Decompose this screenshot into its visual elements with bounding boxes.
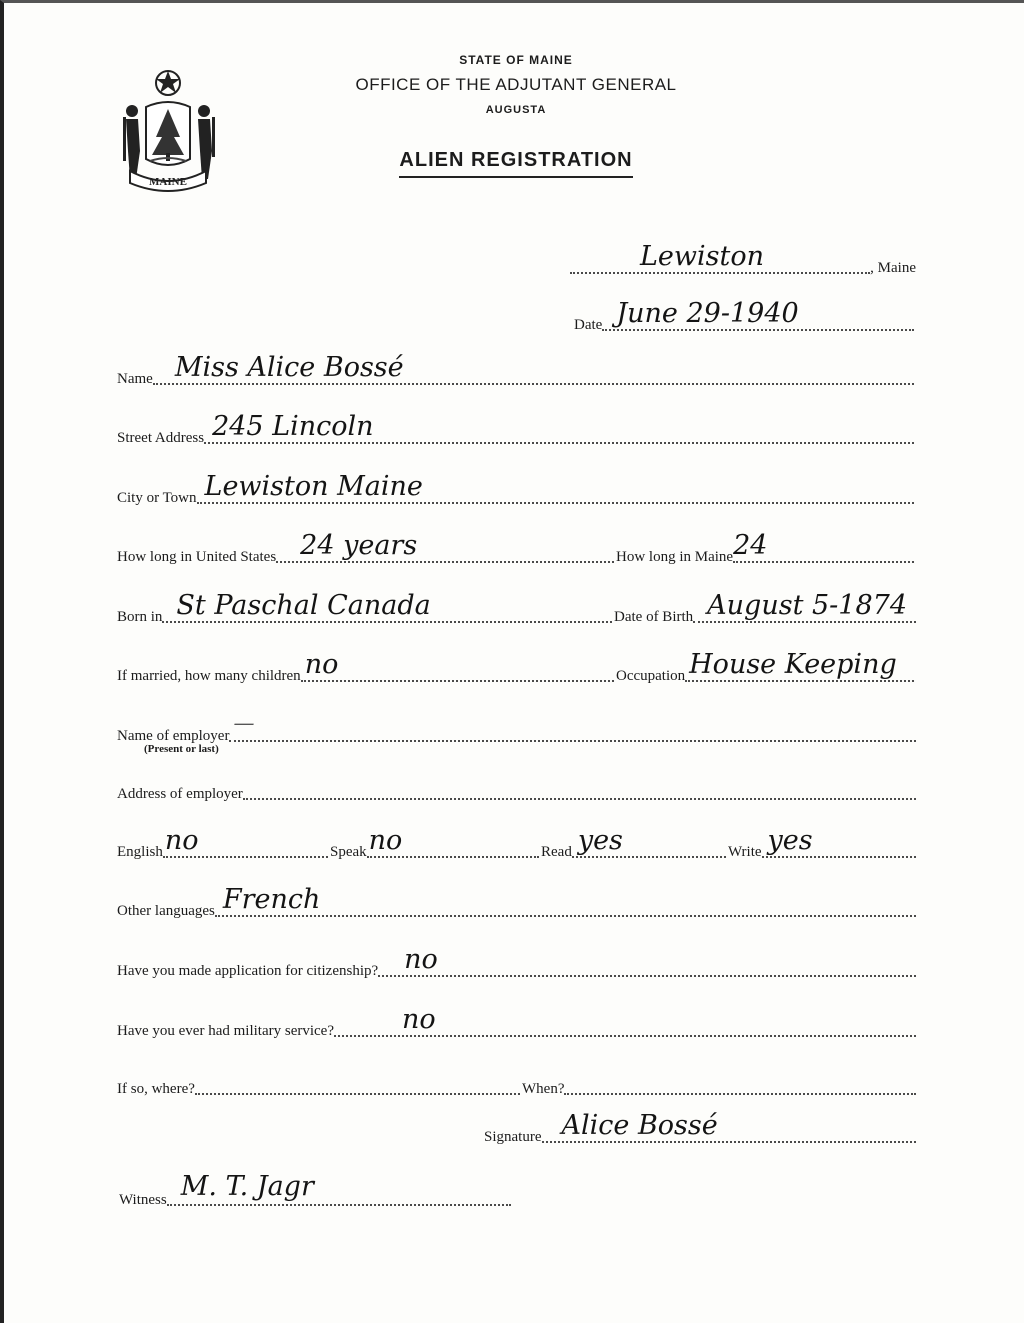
children-field[interactable]	[301, 649, 614, 682]
name-field[interactable]	[153, 352, 914, 385]
when-row	[522, 1068, 916, 1098]
citizenship-value: no	[404, 944, 438, 975]
dob-field[interactable]	[693, 590, 916, 623]
occupation-field[interactable]	[685, 649, 914, 682]
write-row	[728, 825, 916, 861]
dob-row	[614, 590, 916, 626]
city-value: Lewiston Maine	[204, 471, 423, 502]
born-value: St Paschal Canada	[176, 590, 431, 621]
street-label: Street Address	[117, 430, 205, 446]
read-value: yes	[577, 825, 623, 856]
citizenship-label: Have you made application for citizenship?	[117, 963, 379, 979]
employer-row	[117, 711, 916, 745]
date-label: Date	[574, 317, 603, 333]
date-row	[574, 298, 914, 334]
born-field[interactable]	[162, 590, 612, 623]
citizenship-field[interactable]	[378, 944, 916, 977]
write-field[interactable]	[762, 825, 916, 858]
read-label: Read	[541, 844, 572, 860]
witness-label: Witness	[119, 1192, 167, 1208]
write-label: Write	[728, 844, 762, 860]
city-field[interactable]	[197, 471, 914, 504]
children-label: If married, how many children	[117, 668, 301, 684]
dob-label: Date of Birth	[614, 609, 694, 625]
dob-value: August 5-1874	[707, 590, 908, 621]
english-value: no	[164, 825, 199, 856]
maine-label: How long in Maine	[616, 549, 734, 565]
employer-field[interactable]	[229, 711, 916, 742]
us-field[interactable]	[276, 530, 614, 563]
english-label: English	[117, 844, 163, 860]
signature-value: Alice Bossé	[561, 1110, 718, 1141]
military-row	[117, 1004, 916, 1040]
us-row	[117, 530, 614, 566]
speak-value: no	[368, 825, 403, 856]
employer-address-row	[117, 773, 916, 803]
where-row	[117, 1068, 520, 1098]
location-row: Lewiston , Maine	[570, 247, 916, 277]
date-field[interactable]	[602, 298, 914, 331]
employer-value: —	[233, 711, 255, 735]
speak-field[interactable]	[367, 825, 539, 858]
city-row	[117, 471, 914, 507]
location-value: Lewiston	[640, 241, 765, 272]
other-languages-row	[117, 884, 916, 920]
where-label: If so, where?	[117, 1081, 195, 1097]
name-label: Name	[117, 371, 153, 387]
english-field[interactable]	[163, 825, 328, 858]
english-row	[117, 825, 328, 861]
witness-field[interactable]	[167, 1171, 511, 1206]
us-value: 24 years	[300, 530, 418, 561]
employer-address-label: Address of employer	[117, 786, 243, 802]
city-label: City or Town	[117, 490, 197, 506]
military-value: no	[402, 1004, 436, 1035]
date-value: June 29-1940	[616, 298, 799, 329]
occupation-row	[616, 649, 914, 685]
when-field[interactable]	[564, 1093, 916, 1095]
us-label: How long in United States	[117, 549, 277, 565]
write-value: yes	[767, 825, 813, 856]
state-heading: STATE OF MAINE	[459, 53, 573, 67]
svg-text:MAINE: MAINE	[149, 176, 187, 188]
office-heading: OFFICE OF THE ADJUTANT GENERAL	[355, 75, 677, 94]
born-row	[117, 590, 612, 626]
city-heading: AUGUSTA	[485, 104, 547, 116]
witness-row	[119, 1171, 511, 1209]
signature-field[interactable]	[542, 1110, 917, 1143]
maine-value: 24	[733, 530, 768, 561]
children-row	[117, 649, 614, 685]
street-row	[117, 411, 914, 447]
where-field[interactable]	[195, 1093, 520, 1095]
form-title: ALIEN REGISTRATION	[399, 149, 632, 178]
read-field[interactable]	[572, 825, 726, 858]
other-languages-label: Other languages	[117, 903, 215, 919]
employer-sublabel: (Present or last)	[144, 743, 219, 755]
street-field[interactable]	[204, 411, 914, 444]
occupation-value: House Keeping	[689, 649, 897, 680]
citizenship-row	[117, 944, 916, 980]
occupation-label: Occupation	[616, 668, 686, 684]
employer-address-field[interactable]	[243, 798, 916, 800]
other-languages-value: French	[222, 884, 321, 915]
employer-label: Name of employer	[117, 728, 230, 744]
street-value: 245 Lincoln	[212, 411, 374, 442]
signature-label: Signature	[484, 1129, 542, 1145]
other-languages-field[interactable]	[215, 884, 916, 917]
when-label: When?	[522, 1081, 565, 1097]
name-value: Miss Alice Bossé	[174, 352, 404, 383]
maine-row	[616, 530, 914, 566]
speak-row	[330, 825, 539, 861]
speak-label: Speak	[330, 844, 367, 860]
military-field[interactable]	[334, 1004, 916, 1037]
born-label: Born in	[117, 609, 163, 625]
maine-field[interactable]	[733, 530, 914, 563]
military-label: Have you ever had military service?	[117, 1023, 334, 1039]
signature-row	[484, 1110, 916, 1146]
children-value: no	[304, 649, 339, 680]
read-row	[541, 825, 726, 861]
name-row	[117, 352, 914, 388]
witness-value: M. T. Jagr	[180, 1171, 314, 1202]
